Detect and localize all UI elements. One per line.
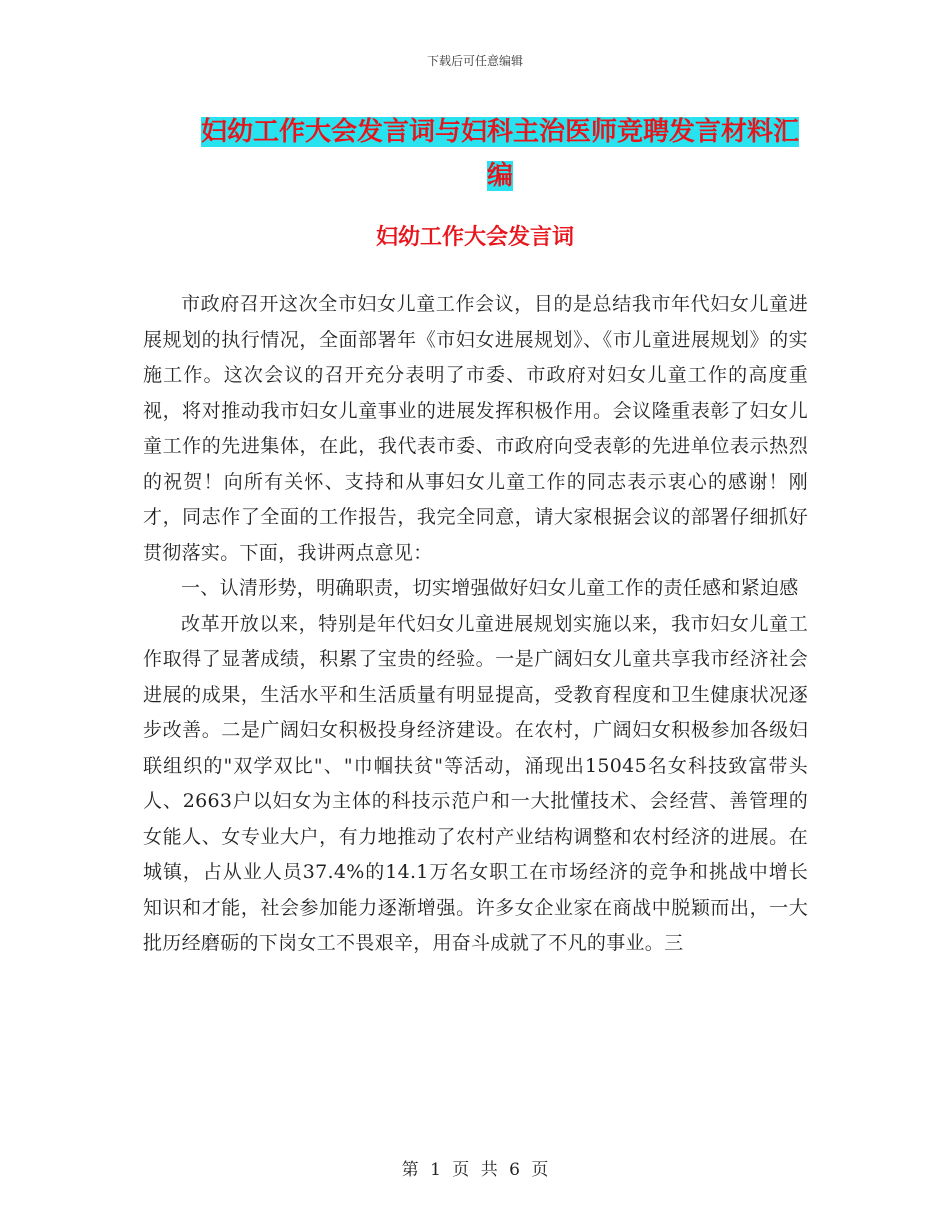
document-body [143,287,808,962]
document-title-line2: 编 [486,161,513,191]
section-title: 妇幼工作大会发言词 [375,225,574,250]
header-note: 下载后可任意编辑 [426,54,523,68]
paragraph: 市政府召开这次全市妇女儿童工作会议，目的是总结我市年代妇女儿童进展规划的执行情况，全面部署年《市妇女进展规划》、《市儿童进展规划》的实施工作。这次会议的召开充分表明了市委、市政府对妇女儿童工作的高度重视，将对推动我市妇女儿童事业的进展发挥积极作用。会议隆重表彰了妇女儿童工作的先进集体，在此，我代表市委、市政府向受表彰的先进单位表示热烈的祝贺！向所有关怀、支持和从事妇女儿童工作的同志表示衷心的感谢！刚才，同志作了全面的工作报告，我完全同意，请大家根据会议的部署仔细抓好贯彻落实。下面，我讲两点意见： [143,293,808,564]
paragraph-heading: 一、认清形势，明确职责，切实增强做好妇女儿童工作的责任感和紧迫感 [181,577,799,599]
document-title-line1: 妇幼工作大会发言词与妇科主治医师竞聘发言材料汇 [200,117,799,147]
page-number: 第 1 页 共 6 页 [401,1160,549,1180]
document-title [190,110,810,198]
paragraph: 改革开放以来，特别是年代妇女儿童进展规划实施以来，我市妇女儿童工作取得了显著成绩，积累了宝贵的经验。一是广阔妇女儿童共享我市经济社会进展的成果，生活水平和生活质量有明显提高，受教育程度和卫生健康状况逐步改善。二是广阔妇女积极投身经济建设。在农村，广阔妇女积极参加各级妇联组织的"双学双比"、"巾帼扶贫"等活动，涌现出15045名女科技致富带头人、2663户以妇女为主体的科技示范户和一大批懂技术、会经营、善管理的女能人、女专业大户，有力地推动了农村产业结构调整和农村经济的进展。在城镇，占从业人员37.4%的14.1万名女职工在市场经济的竞争和挑战中增长知识和才能，社会参加能力逐渐增强。许多女企业家在商战中脱颖而出，一大批历经磨砺的下岗女工不畏艰辛，用奋斗成就了不凡的事业。三 [143,612,808,954]
